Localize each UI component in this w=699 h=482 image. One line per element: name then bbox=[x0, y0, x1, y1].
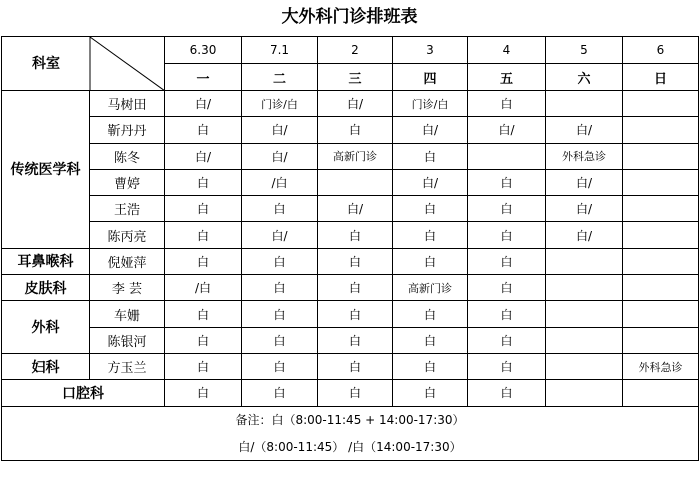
notes-row bbox=[2, 433, 699, 460]
shift-cell: 白/ bbox=[242, 117, 318, 143]
shift-cell: 外科急诊 bbox=[623, 353, 699, 379]
shift-cell: 白 bbox=[318, 222, 393, 248]
dept-cell: 传统医学科 bbox=[2, 91, 90, 249]
shift-cell bbox=[546, 380, 623, 406]
doctor-name-cell: 马树田 bbox=[90, 91, 165, 117]
shift-cell: 白 bbox=[468, 275, 546, 301]
schedule-row bbox=[2, 353, 699, 379]
shift-cell: 白 bbox=[165, 196, 242, 222]
shift-cell: 白 bbox=[468, 301, 546, 327]
shift-cell bbox=[623, 380, 699, 406]
shift-cell: 白/ bbox=[165, 143, 242, 169]
schedule-table bbox=[1, 36, 699, 461]
shift-cell: 白 bbox=[393, 301, 468, 327]
shift-cell: 白/ bbox=[242, 143, 318, 169]
shift-cell: 白 bbox=[318, 301, 393, 327]
shift-cell bbox=[623, 91, 699, 117]
shift-cell: 门诊/白 bbox=[393, 91, 468, 117]
shift-cell: 白/ bbox=[393, 117, 468, 143]
schedule-row bbox=[2, 91, 699, 117]
schedule-row bbox=[2, 143, 699, 169]
shift-cell: 白 bbox=[393, 196, 468, 222]
schedule-row bbox=[2, 248, 699, 274]
doctor-name-cell: 李 芸 bbox=[90, 275, 165, 301]
shift-cell bbox=[546, 353, 623, 379]
schedule-row bbox=[2, 380, 699, 406]
shift-cell: 白 bbox=[393, 327, 468, 353]
date-header: 6 bbox=[623, 37, 699, 64]
date-header: 6.30 bbox=[165, 37, 242, 64]
doctor-name-cell: 靳丹丹 bbox=[90, 117, 165, 143]
weekday-header: 三 bbox=[318, 64, 393, 91]
shift-cell: 白 bbox=[318, 117, 393, 143]
doctor-name-cell: 方玉兰 bbox=[90, 353, 165, 379]
schedule-title: 大外科门诊排班表 bbox=[281, 7, 418, 27]
shift-cell: 高新门诊 bbox=[393, 275, 468, 301]
shift-cell: 白 bbox=[318, 275, 393, 301]
dept-cell: 耳鼻喉科 bbox=[2, 248, 90, 274]
shift-cell: 白 bbox=[318, 327, 393, 353]
shift-cell: 白 bbox=[242, 301, 318, 327]
shift-cell: 白 bbox=[165, 301, 242, 327]
shift-cell: 白/ bbox=[546, 222, 623, 248]
shift-cell bbox=[623, 327, 699, 353]
shift-cell bbox=[623, 143, 699, 169]
shift-cell: 白 bbox=[318, 248, 393, 274]
notes-row bbox=[2, 406, 699, 433]
shift-cell bbox=[623, 169, 699, 195]
dept-cell: 皮肤科 bbox=[2, 275, 90, 301]
shift-cell: 白 bbox=[165, 327, 242, 353]
schedule-row bbox=[2, 169, 699, 195]
weekday-header: 六 bbox=[546, 64, 623, 91]
dept-header-cell bbox=[2, 37, 165, 91]
doctor-name-cell: 陈丙亮 bbox=[90, 222, 165, 248]
shift-cell bbox=[546, 275, 623, 301]
shift-cell: 白 bbox=[242, 275, 318, 301]
shift-cell: 白/ bbox=[393, 169, 468, 195]
note-text: 备注：白（8:00-11:45 + 14:00-17:30） bbox=[2, 406, 699, 433]
shift-cell bbox=[623, 248, 699, 274]
shift-cell bbox=[623, 196, 699, 222]
schedule-row bbox=[2, 327, 699, 353]
shift-cell: 白 bbox=[468, 327, 546, 353]
doctor-name-cell: 陈冬 bbox=[90, 143, 165, 169]
header-date-row bbox=[2, 37, 699, 64]
shift-cell: 白/ bbox=[242, 222, 318, 248]
shift-cell: 白/ bbox=[546, 196, 623, 222]
shift-cell: 白/ bbox=[318, 91, 393, 117]
note-text: 白/（8:00-11:45） /白（14:00-17:30） bbox=[2, 433, 699, 460]
doctor-name-cell: 曹婷 bbox=[90, 169, 165, 195]
weekday-header: 日 bbox=[623, 64, 699, 91]
dept-cell: 口腔科 bbox=[2, 380, 165, 406]
shift-cell: 白 bbox=[242, 380, 318, 406]
date-header: 2 bbox=[318, 37, 393, 64]
shift-cell: 白 bbox=[165, 222, 242, 248]
shift-cell: 白 bbox=[393, 222, 468, 248]
shift-cell: /白 bbox=[242, 169, 318, 195]
doctor-name-cell: 车姗 bbox=[90, 301, 165, 327]
schedule-row bbox=[2, 301, 699, 327]
shift-cell: 白 bbox=[468, 169, 546, 195]
shift-cell bbox=[468, 143, 546, 169]
shift-cell: 白 bbox=[165, 248, 242, 274]
dept-cell: 外科 bbox=[2, 301, 90, 354]
schedule-row bbox=[2, 196, 699, 222]
shift-cell: 白 bbox=[393, 380, 468, 406]
shift-cell bbox=[546, 301, 623, 327]
date-header: 5 bbox=[546, 37, 623, 64]
date-header: 3 bbox=[393, 37, 468, 64]
schedule-row bbox=[2, 275, 699, 301]
weekday-header: 五 bbox=[468, 64, 546, 91]
shift-cell: 白 bbox=[468, 91, 546, 117]
shift-cell bbox=[623, 117, 699, 143]
weekday-header: 四 bbox=[393, 64, 468, 91]
shift-cell: 白 bbox=[242, 327, 318, 353]
weekday-header: 二 bbox=[242, 64, 318, 91]
shift-cell: 白 bbox=[318, 353, 393, 379]
shift-cell: 白/ bbox=[318, 196, 393, 222]
shift-cell bbox=[623, 222, 699, 248]
shift-cell: 白 bbox=[165, 353, 242, 379]
date-header: 4 bbox=[468, 37, 546, 64]
shift-cell: 白 bbox=[165, 169, 242, 195]
shift-cell: 白 bbox=[393, 143, 468, 169]
shift-cell bbox=[546, 91, 623, 117]
shift-cell: 门诊/白 bbox=[242, 91, 318, 117]
shift-cell bbox=[623, 275, 699, 301]
shift-cell: 白 bbox=[468, 222, 546, 248]
shift-cell: 白 bbox=[242, 196, 318, 222]
dept-header-label: 科室 bbox=[32, 56, 60, 72]
shift-cell: 白 bbox=[318, 380, 393, 406]
shift-cell: 白 bbox=[393, 353, 468, 379]
shift-cell bbox=[318, 169, 393, 195]
dept-cell: 妇科 bbox=[2, 353, 90, 379]
doctor-name-cell: 倪娅萍 bbox=[90, 248, 165, 274]
shift-cell: 白 bbox=[468, 353, 546, 379]
shift-cell: 高新门诊 bbox=[318, 143, 393, 169]
shift-cell: /白 bbox=[165, 275, 242, 301]
shift-cell bbox=[546, 327, 623, 353]
shift-cell: 白/ bbox=[165, 91, 242, 117]
shift-cell: 白 bbox=[165, 380, 242, 406]
shift-cell: 外科急诊 bbox=[546, 143, 623, 169]
shift-cell: 白/ bbox=[468, 117, 546, 143]
doctor-name-cell: 陈银河 bbox=[90, 327, 165, 353]
date-header: 7.1 bbox=[242, 37, 318, 64]
schedule-row bbox=[2, 222, 699, 248]
shift-cell: 白 bbox=[393, 248, 468, 274]
doctor-name-cell: 王浩 bbox=[90, 196, 165, 222]
shift-cell: 白 bbox=[468, 380, 546, 406]
weekday-header: 一 bbox=[165, 64, 242, 91]
shift-cell bbox=[546, 248, 623, 274]
shift-cell: 白 bbox=[242, 353, 318, 379]
schedule-row bbox=[2, 117, 699, 143]
shift-cell: 白/ bbox=[546, 169, 623, 195]
shift-cell: 白 bbox=[242, 248, 318, 274]
shift-cell: 白 bbox=[468, 196, 546, 222]
shift-cell: 白 bbox=[165, 117, 242, 143]
shift-cell: 白/ bbox=[546, 117, 623, 143]
shift-cell: 白 bbox=[468, 248, 546, 274]
shift-cell bbox=[623, 301, 699, 327]
